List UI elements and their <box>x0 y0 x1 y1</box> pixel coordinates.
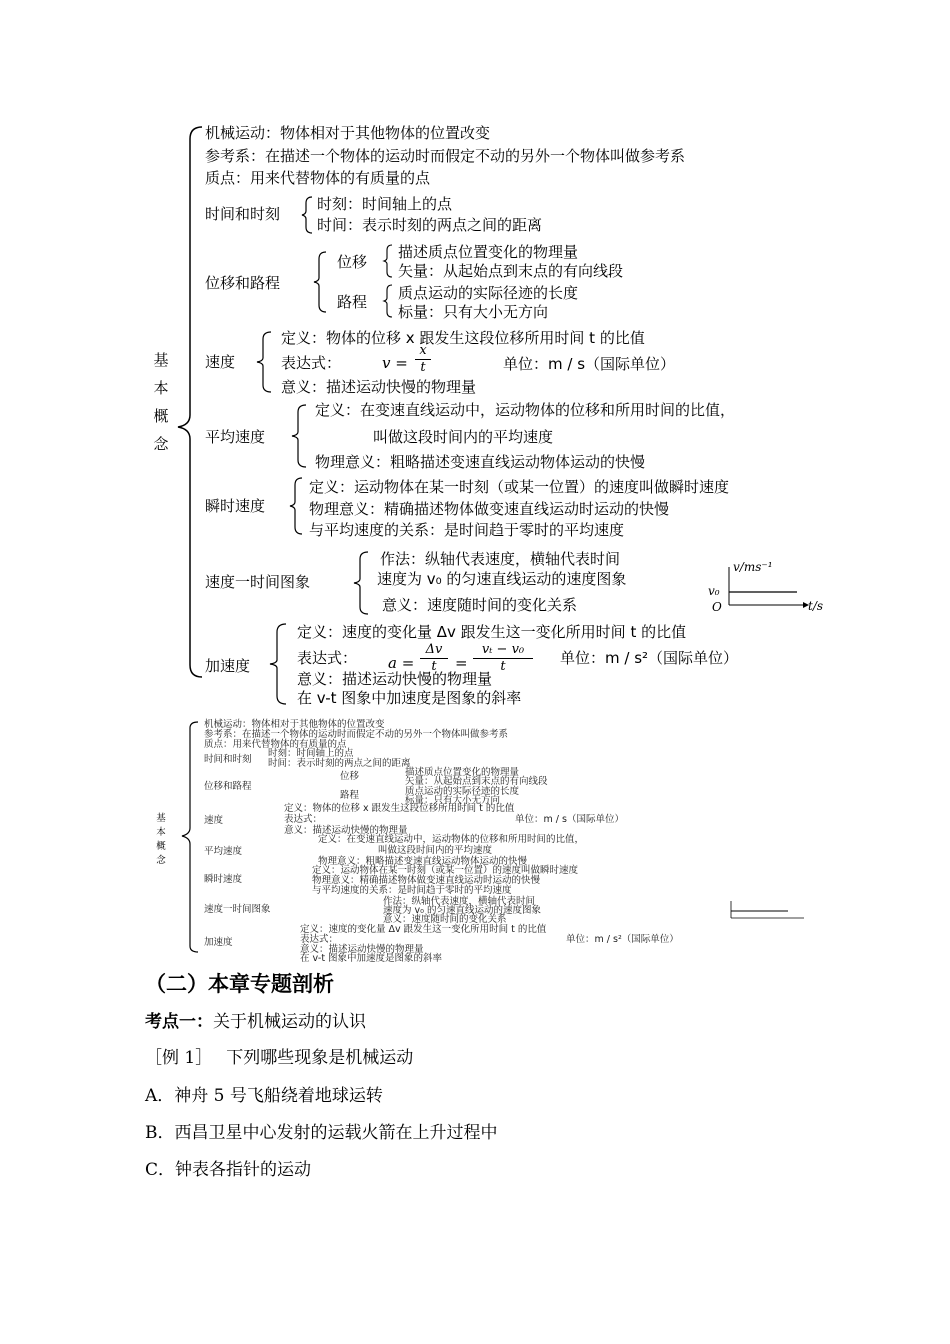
section-heading: （二）本章专题剖析 <box>145 972 334 996</box>
small-inst-def: 定义：运动物体在某一时刻（或某一位置）的速度叫做瞬时速度 <box>312 865 579 876</box>
vt-method: 作法：纵轴代表速度，横轴代表时间 <box>380 550 621 568</box>
small-acc-def: 定义：速度的变化量 Δv 跟发生这一变化所用时间 t 的比值 <box>300 924 547 935</box>
vt-origin: O <box>712 600 722 614</box>
speed-formula-lhs: v = <box>382 354 408 372</box>
small-inst-label: 瞬时速度 <box>204 874 243 885</box>
small-avg-meaning: 物理意义：粗略描述变速直线运动物体运动的快慢 <box>318 856 528 867</box>
small-speed-expr: 表达式： <box>284 814 323 825</box>
disp-sub2: 路程 <box>337 293 368 311</box>
disp-brace <box>312 250 328 314</box>
speed-unit: 单位：m / s（国际单位） <box>503 355 676 373</box>
acc-brace <box>268 622 288 706</box>
speed-expr: 表达式： <box>281 354 342 372</box>
small-l3: 质点：用来代替物体的有质量的点 <box>204 739 347 750</box>
small-avg-def1: 定义：在变速直线运动中，运动物体的位移和所用时间的比值， <box>318 834 585 845</box>
acc-slope: 在 v-t 图象中加速度是图象的斜率 <box>297 689 522 707</box>
vt-axis-x: t/s <box>808 599 824 613</box>
acc-def: 定义：速度的变化量 Δv 跟发生这一变化所用时间 t 的比值 <box>297 623 687 641</box>
acc-expr: 表达式： <box>297 649 358 667</box>
time-label: 时间和时刻 <box>205 205 281 223</box>
avg-def1: 定义：在变速直线运动中，运动物体的位移和所用时间的比值， <box>315 401 736 419</box>
acc-meaning: 意义：描述运动快慢的物理量 <box>297 670 493 688</box>
time-duration: 时间：表示时刻的两点之间的距离 <box>317 216 543 234</box>
small-disp-sub1-a: 描述质点位置变化的物理量 <box>405 767 520 778</box>
inst-def: 定义：运动物体在某一时刻（或某一位置）的速度叫做瞬时速度 <box>309 478 730 496</box>
disp-sub1: 位移 <box>337 253 368 271</box>
small-speed-meaning: 意义：描述运动快慢的物理量 <box>284 825 408 836</box>
inst-label: 瞬时速度 <box>205 497 266 515</box>
speed-brace <box>255 330 273 394</box>
small-vt-3: 意义：速度随时间的变化关系 <box>383 914 507 925</box>
disp-label: 位移和路程 <box>205 274 281 292</box>
example-line <box>145 1047 413 1069</box>
small-acc-expr: 表达式： <box>300 934 339 945</box>
small-speed-def: 定义：物体的位移 x 跟发生这段位移所用时间 t 的比值 <box>284 803 515 814</box>
time-brace <box>300 195 314 235</box>
small-vt-2: 速度为 v₀ 的匀速直线运动的速度图象 <box>383 905 541 916</box>
avg-def2: 叫做这段时间内的平均速度 <box>373 428 554 446</box>
small-time-label: 时间和时刻 <box>204 754 252 765</box>
disp-sub1-b: 矢量：从起始点到末点的有向线段 <box>398 262 624 280</box>
line-mass-point: 质点：用来代替物体的有质量的点 <box>205 169 431 187</box>
acc-unit: 单位：m / s²（国际单位） <box>560 649 739 667</box>
small-acc-meaning: 意义：描述运动快慢的物理量 <box>300 944 424 955</box>
root-label: 基 本 概 念 <box>153 351 169 453</box>
small-vt-1: 作法：纵轴代表速度，横轴代表时间 <box>383 896 536 907</box>
small-time-1: 时刻：时间轴上的点 <box>268 748 354 759</box>
disp-sub2-a: 质点运动的实际径迹的长度 <box>398 284 579 302</box>
disp-sub1-brace <box>382 243 394 279</box>
small-time-2: 时间：表示时刻的两点之间的距离 <box>268 758 411 769</box>
time-moment: 时刻：时间轴上的点 <box>317 195 453 213</box>
inst-relation: 与平均速度的关系：是时间趋于零时的平均速度 <box>309 521 625 539</box>
speed-def: 定义：物体的位移 x 跟发生这段位移所用时间 t 的比值 <box>281 329 645 347</box>
disp-sub2-b: 标量：只有大小无方向 <box>398 303 549 321</box>
inst-meaning: 物理意义：精确描述物体做变速直线运动时运动的快慢 <box>309 500 670 518</box>
acc-formula-frac2: vₜ − v₀ t <box>473 643 533 674</box>
small-disp-label: 位移和路程 <box>204 781 252 792</box>
avg-meaning: 物理意义：粗略描述变速直线运动物体运动的快慢 <box>315 453 646 471</box>
option-a: A．神舟 5 号飞船绕着地球运转 <box>145 1086 383 1106</box>
small-inst-meaning: 物理意义：精确描述物体做变速直线运动时运动的快慢 <box>312 875 541 886</box>
avg-brace <box>290 403 308 469</box>
line-mechanical-motion: 机械运动：物体相对于其他物体的位置改变 <box>205 124 491 142</box>
example-tag: ［例 1］ <box>145 1048 213 1068</box>
small-avg-label: 平均速度 <box>204 846 243 857</box>
avg-label: 平均速度 <box>205 428 266 446</box>
point-label: 考点一： <box>145 1012 213 1032</box>
small-root-label: 基 本 概 念 <box>156 813 166 866</box>
vt-axis-y: v/ms⁻¹ <box>733 560 773 574</box>
line-reference-frame: 参考系：在描述一个物体的运动时而假定不动的另外一个物体叫做参考系 <box>205 147 686 165</box>
small-acc-slope: 在 v-t 图象中加速度是图象的斜率 <box>300 953 443 964</box>
small-avg-def2: 叫做这段时间内的平均速度 <box>378 845 493 856</box>
vt-meaning: 意义：速度随时间的变化关系 <box>382 596 578 614</box>
example-text: 下列哪些现象是机械运动 <box>226 1048 414 1068</box>
small-speed-label: 速度 <box>204 815 224 826</box>
small-disp-sub2-b: 标量：只有大小无方向 <box>405 795 501 806</box>
point-line <box>145 1011 366 1033</box>
small-disp-sub1: 位移 <box>340 771 360 782</box>
small-disp-sub2-a: 质点运动的实际径迹的长度 <box>405 786 520 797</box>
vt-v0: v₀ <box>708 584 720 598</box>
speed-formula-fraction: x t <box>415 344 431 375</box>
small-speed-unit: 单位：m / s（国际单位） <box>515 814 624 825</box>
acc-formula-lhs: a = <box>388 654 415 672</box>
vt-brace <box>352 550 370 616</box>
speed-meaning: 意义：描述运动快慢的物理量 <box>281 378 477 396</box>
acc-label: 加速度 <box>205 657 251 675</box>
main-brace <box>170 125 210 685</box>
option-b: B．西昌卫星中心发射的运载火箭在上升过程中 <box>145 1123 498 1143</box>
acc-formula-frac1: Δv t <box>420 643 448 674</box>
acc-formula-eq: = <box>455 654 468 672</box>
inst-brace <box>288 476 304 536</box>
vt-uniform: 速度为 v₀ 的匀速直线运动的速度图象 <box>377 570 627 588</box>
disp-sub2-brace <box>382 283 394 319</box>
speed-label: 速度 <box>205 353 236 371</box>
small-main-brace <box>172 720 202 958</box>
small-l1: 机械运动：物体相对于其他物体的位置改变 <box>204 719 385 730</box>
point-text: 关于机械运动的认识 <box>213 1012 366 1032</box>
small-l2: 参考系：在描述一个物体的运动时而假定不动的另外一个物体叫做参考系 <box>204 729 509 740</box>
small-acc-unit: 单位：m / s²（国际单位） <box>566 934 679 945</box>
vt-label: 速度一时间图象 <box>205 573 311 591</box>
small-inst-relation: 与平均速度的关系：是时间趋于零时的平均速度 <box>312 885 512 896</box>
option-c: C．钟表各指针的运动 <box>145 1160 312 1180</box>
small-vt-label: 速度一时间图象 <box>204 904 271 915</box>
disp-sub1-a: 描述质点位置变化的物理量 <box>398 243 579 261</box>
small-disp-sub1-b: 矢量：从起始点到末点的有向线段 <box>405 776 548 787</box>
small-acc-label: 加速度 <box>204 937 233 948</box>
small-disp-sub2: 路程 <box>340 790 360 801</box>
small-vt-mini <box>728 900 808 922</box>
